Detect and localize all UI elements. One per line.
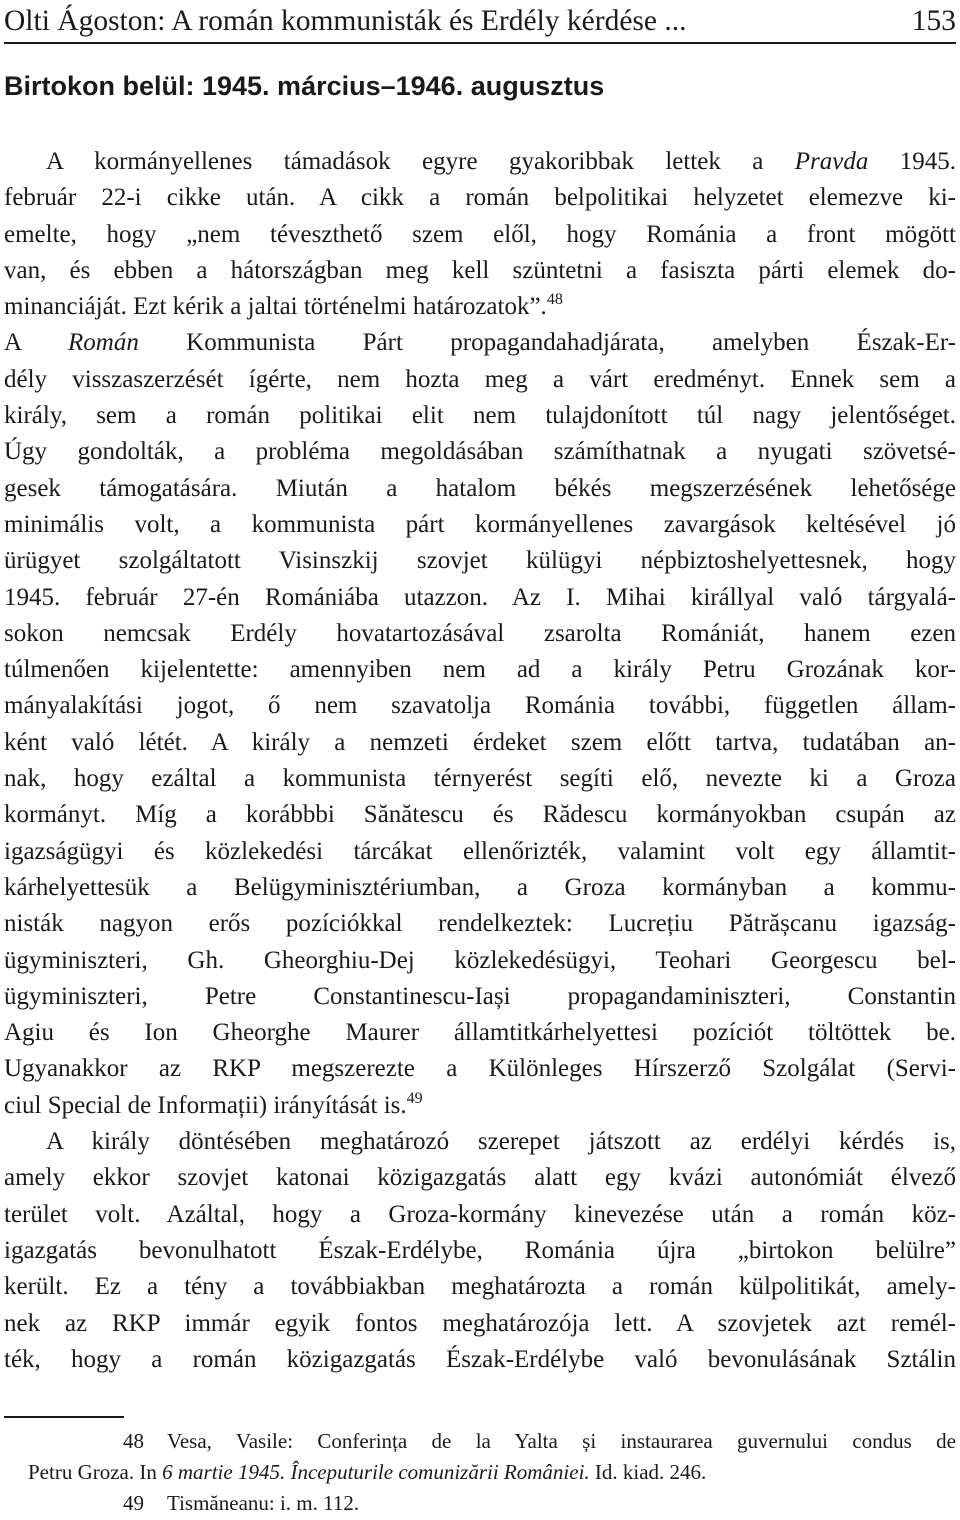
footnote-ref-48[interactable]: 48 (546, 291, 563, 309)
text-line: mányalakítási jogot, ő nem szavatolja Románia további, független állam- (4, 692, 956, 720)
text-line: került. Ez a tény a továbbiakban meghatározta a román külpolitikát, amely- (4, 1273, 956, 1301)
text-line: király, sem a román politikai elit nem tulajdonított túl nagy jelentőséget. (4, 402, 956, 430)
text-line: Ugyanakkor az RKP megszerezte a Különleges Hírszerző Szolgálat (Servi- (4, 1055, 956, 1083)
text-line: ciul Special de Informații) irányítását is.$^{49}$ (4, 1089, 423, 1119)
footnote-number: 48 (123, 1429, 144, 1453)
footnote-48: 48 Vesa, Vasile: Conferința de la Yalta și instaurarea guvernului condus de (28, 1426, 956, 1457)
text-line: Agiu és Ion Gheorghe Maurer államtitkárhelyettesi pozíciót töltöttek be. (4, 1019, 956, 1047)
emphasis: Román (68, 329, 139, 357)
text-line: gesek támogatására. Miután a hatalom békés megszerzésének lehetősége (4, 474, 956, 502)
footnote-separator (4, 1416, 124, 1418)
running-header (4, 2, 956, 44)
footnotes (28, 1426, 956, 1519)
running-header-title: Olti Ágoston: A román kommunisták és Erdély kérdése ... (4, 5, 687, 37)
text-line: minanciáját. Ezt kérik a jaltai történelmi határozatok”.$^{48}$ (4, 291, 563, 321)
text-line: nek az RKP immár egyik fontos meghatározója lett. A szovjetek azt remél- (4, 1309, 956, 1337)
text-line: Úgy gondolták, a probléma megoldásában számíthatnak a nyugati szövetsé- (4, 438, 956, 466)
text-line: túlmenően kijelentette: amennyiben nem ad a király Petru Grozának kor- (4, 656, 956, 684)
text-line: ügyminiszteri, Gh. Gheorghiu-Dej közlekedésügyi, Teohari Georgescu bel- (4, 946, 956, 974)
text-line: A Román Kommunista Párt propagandahadjárata, amelyben Észak-Er- (4, 329, 956, 357)
text-line: terület volt. Azáltal, hogy a Groza-kormány kinevezése után a román köz- (4, 1200, 956, 1228)
text-line: emelte, hogy „nem téveszthető szem elől, hogy Románia a front mögött (4, 220, 956, 248)
text-line: nisták nagyon erős pozíciókkal rendelkeztek: Lucrețiu Pătrășcanu igazság- (4, 910, 956, 938)
text-line: ték, hogy a román közigazgatás Észak-Erdélybe való bevonulásának Sztálin (4, 1345, 956, 1373)
text-line: A kormányellenes támadások egyre gyakoribbak lettek a Pravda 1945. (46, 148, 957, 175)
emphasis: Pravda (794, 148, 869, 175)
text-line: sokon nemcsak Erdély hovatartozásával zsarolta Romániát, hanem ezen (4, 619, 956, 647)
text-line: dély visszaszerzését ígérte, nem hozta meg a várt eredményt. Ennek sem a (4, 365, 956, 393)
text-line: ürügyet szolgáltatott Visinszkij szovjet külügyi népbiztoshelyettesnek, hogy (4, 547, 956, 575)
section-heading: Birtokon belül: 1945. március–1946. augusztus (4, 71, 605, 101)
text-line: amely ekkor szovjet katonai közigazgatás alatt egy kvázi autonómiát élvező (4, 1164, 956, 1192)
footnote-48-continued: Petru Groza. In 6 martie 1945. Începuturile comunizării României. Id. kiad. 246. (28, 1460, 707, 1484)
text-line: ügyminiszteri, Petre Constantinescu-Iași propagandaminiszteri, Constantin (4, 982, 956, 1010)
text-line: kormányt. Míg a korábbbi Sănătescu és Rădescu kormányokban csupán az (4, 801, 956, 829)
text-line: február 22-i cikke után. A cikk a román belpolitikai helyzetet elemezve ki- (4, 184, 956, 212)
text-line: minimális volt, a kommunista párt kormányellenes zavargások keltésével jó (4, 510, 956, 538)
text-line: igazságügyi és közlekedési tárcákat ellenőrizték, valamint volt egy államtit- (4, 837, 956, 865)
text-line: A király döntésében meghatározó szerepet játszott az erdélyi kérdés is, (46, 1128, 956, 1156)
text-line: nak, hogy ezáltal a kommunista térnyerést segíti elő, nevezte ki a Groza (4, 765, 956, 793)
text-line: van, és ebben a hátországban meg kell szüntetni a fasiszta párti elemek do- (4, 256, 956, 284)
text-line: ként való létét. A király a nemzeti érdeket szem előtt tartva, tudatában an- (4, 728, 956, 756)
footnote-number: 49 (123, 1491, 144, 1515)
emphasis: 6 martie 1945. Începuturile comunizării României. (162, 1460, 590, 1484)
body-text (4, 144, 956, 1378)
text-line: kárhelyettesük a Belügyminisztériumban, a Groza kormányban a kommu- (4, 873, 956, 901)
page-number: 153 (911, 5, 956, 37)
text-line: igazgatás bevonulhatott Észak-Erdélybe, Románia újra „birtokon belülre” (4, 1236, 956, 1264)
footnote-49: 49 Tismăneanu: i. m. 112. (28, 1488, 956, 1519)
text-line: 1945. február 27-én Romániába utazzon. Az I. Mihai királlyal való tárgyalá- (4, 583, 956, 611)
footnote-ref-49[interactable]: 49 (406, 1089, 423, 1107)
